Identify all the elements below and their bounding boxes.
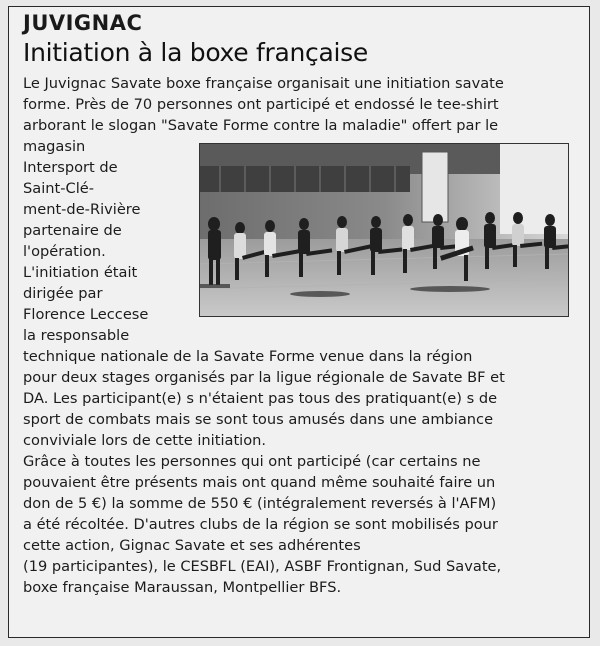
body-line: (19 participantes), le CESBFL (EAI), ASBF Frontignan, Sud Savate, <box>23 558 502 575</box>
body-line: boxe française Maraussan, Montpellier BFS. <box>23 579 342 596</box>
body-line: dirigée par <box>23 285 103 302</box>
section-label: JUVIGNAC <box>23 11 143 35</box>
body-line: forme. Près de 70 personnes ont participé et endossé le tee-shirt <box>23 96 499 113</box>
body-line: pour deux stages organisés par la ligue régionale de Savate BF et <box>23 369 505 386</box>
body-line: la responsable <box>23 327 130 344</box>
body-line: sport de combats mais se sont tous amusés dans une ambiance <box>23 411 494 428</box>
body-line: cette action, Gignac Savate et ses adhérentes <box>23 537 361 554</box>
body-line: don de 5 €) la somme de 550 € (intégralement reversés à l'AFM) <box>23 495 497 512</box>
article-headline: Initiation à la boxe française <box>23 38 368 67</box>
newspaper-clipping <box>8 6 590 638</box>
article-body <box>23 73 585 598</box>
body-line: Intersport de <box>23 159 118 176</box>
body-line: Saint-Clé- <box>23 180 94 197</box>
body-line: arborant le slogan "Savate Forme contre la maladie" offert par le <box>23 117 499 134</box>
body-line: a été récoltée. D'autres clubs de la région se sont mobilisés pour <box>23 516 498 533</box>
body-line: conviviale lors de cette initiation. <box>23 432 267 449</box>
body-line: L'initiation était <box>23 264 138 281</box>
body-line: Le Juvignac Savate boxe française organisait une initiation savate <box>23 75 504 92</box>
body-line: magasin <box>23 138 86 155</box>
body-line: ment-de-Rivière <box>23 201 141 218</box>
body-line: technique nationale de la Savate Forme venue dans la région <box>23 348 473 365</box>
body-line: Grâce à toutes les personnes qui ont participé (car certains ne <box>23 453 481 470</box>
body-line: pouvaient être présents mais ont quand même souhaité faire un <box>23 474 496 491</box>
body-line: partenaire de <box>23 222 122 239</box>
body-line: l'opération. <box>23 243 106 260</box>
body-line: Florence Leccese <box>23 306 149 323</box>
body-line: DA. Les participant(e) s n'étaient pas tous des pratiquant(e) s de <box>23 390 498 407</box>
